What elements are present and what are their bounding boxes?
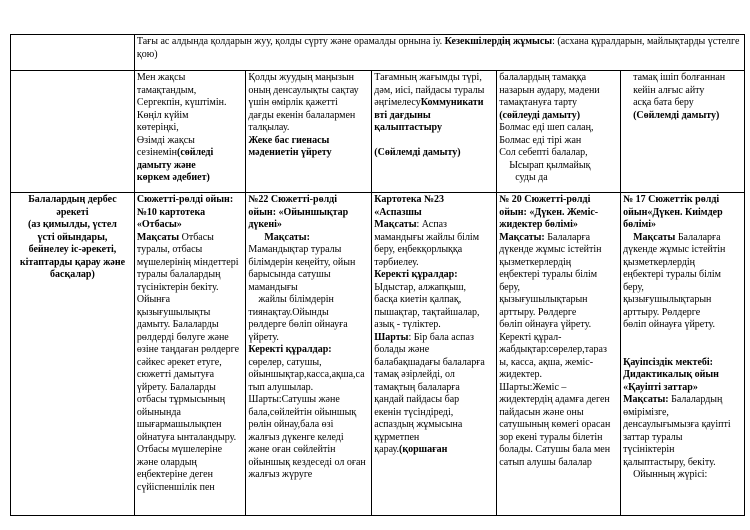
text-line: Балаларға xyxy=(677,231,721,243)
text-line: Балалардың xyxy=(671,394,723,405)
handwashing-text: Тағы ас алдында қолдарын жуу, қолды сүрту және орамалды орнына іу. xyxy=(136,36,443,47)
text-line: ы, касса, ақша, жеміс- xyxy=(499,356,594,368)
text-line: аспаздың жұмысына xyxy=(374,419,463,430)
text-line: тамақ әзірлейді, ол xyxy=(374,369,455,380)
text-line: арттыру. Рөлдерге xyxy=(623,306,701,318)
text-line: тиянақтау.Ойынды xyxy=(248,306,329,318)
text-line: талқылау. xyxy=(248,122,290,133)
text-line: білімдерін кеңейту, ойын xyxy=(248,256,356,268)
text-line: ойынында xyxy=(136,406,181,418)
game-title: «Отбасы» xyxy=(136,219,182,230)
activity-label-line: басқалар) xyxy=(50,269,95,280)
game-title: ойын: «Ойыншықтар xyxy=(248,206,349,218)
text-line: асқа бата беру xyxy=(633,97,694,108)
game-title: Картотека №23 xyxy=(374,194,445,205)
text-line: сүйіспеншілік пен xyxy=(136,481,215,493)
text-line: құрметпен xyxy=(374,431,420,443)
text-line: басқа киетін қалпақ, xyxy=(374,294,462,305)
text-line: өзіне таңдаған рөлдерге xyxy=(136,344,240,355)
game-title: №22 Сюжетті-рөлді xyxy=(248,194,338,205)
bold-text: Жеке бас гиенасы xyxy=(248,134,330,146)
text-line: еңбектері туралы білім xyxy=(623,269,722,280)
activity-label-cell xyxy=(11,193,135,516)
goal-label: Мақсаты xyxy=(374,219,417,230)
goal-label: Мақсаты: xyxy=(499,231,545,243)
goal-label: Мақсаты: xyxy=(264,231,310,243)
bold-text: вті дағдыны xyxy=(374,109,431,121)
text-line: әңгімелесу xyxy=(374,97,421,108)
tools-label: Керекті құралдар: xyxy=(248,344,332,355)
text-line: беру, xyxy=(499,281,520,293)
text-line: жалғыз дүкенге келеді xyxy=(248,431,344,443)
table-row-handwashing xyxy=(11,35,745,71)
game-cell-fruit-shop xyxy=(497,193,621,516)
text-line: зор екені туралы білетін xyxy=(499,431,603,443)
text-line: Шарты:Жеміс – xyxy=(499,381,567,393)
text-line: қызығушылықты xyxy=(136,306,211,318)
text-line: заттар туралы xyxy=(623,431,683,443)
text-line: ойнатуға ынталандыру. xyxy=(136,431,237,443)
poem-line: суды да xyxy=(515,172,548,183)
text-line: : Бір бала аспаз xyxy=(408,331,474,343)
meal-cell-3 xyxy=(372,71,497,193)
text-line: денсаулығымызға қауіпті xyxy=(623,419,731,430)
text-line: Балаларға xyxy=(547,231,591,243)
text-line: пайдасын және оны xyxy=(499,406,584,418)
empty-label-cell xyxy=(11,71,135,193)
activity-label-line: Балалардың дербес xyxy=(28,194,117,205)
text-line: және олардың xyxy=(136,456,197,468)
meal-cell-5 xyxy=(621,71,745,193)
duty-text: : (асхана құралдарын, майлықтарды үстелге қою) xyxy=(136,36,740,60)
duty-label: Кезекшілердің жұмысы xyxy=(444,36,553,47)
text-line: тәрбиелеу. xyxy=(374,256,419,268)
game-title: Сюжетті-рөлді ойын: xyxy=(136,194,234,205)
rule-label: Шарты xyxy=(374,331,409,343)
text-line: рөлін ойнау,бала өзі xyxy=(248,419,334,430)
text-line: еңбектеріне деген xyxy=(136,469,213,480)
game-cell-toy-shop xyxy=(246,193,372,516)
text-line: сатып алушы балалар xyxy=(499,456,592,468)
text-line: екенін түсіндіреді, xyxy=(374,406,454,418)
text-line: мүшелерінің міндеттері xyxy=(136,256,239,268)
game-title: №10 картотека xyxy=(136,206,206,218)
text-line: тамақтануға тарту xyxy=(499,97,578,108)
text-line: отбасы тұрмысының xyxy=(136,394,226,405)
text-line: қызығушылықтарын xyxy=(499,294,588,305)
game-cell-family xyxy=(134,193,245,516)
text-line: мамандығы xyxy=(248,281,298,293)
safety-title: Дидактикалық ойын xyxy=(623,369,719,380)
text-line: балалардың тамаққа xyxy=(499,72,587,83)
text-line: бөліп ойнауға үйрету. xyxy=(499,319,592,330)
text-line: жалғыз жүруге xyxy=(248,469,313,480)
text-line: шығармашылықпен xyxy=(136,419,222,430)
text-line: үшін өмірлік қажетті xyxy=(248,97,338,108)
text-line: Қолды жуудың маңызын xyxy=(248,72,354,83)
text-line: болады. Сатушы бала мен xyxy=(499,444,611,455)
text-line: бала,сөйлейтін ойыншық xyxy=(248,406,357,418)
text-line: өмірімізге, xyxy=(623,406,669,418)
handwashing-note-cell xyxy=(134,35,744,71)
table-row-independent-activity xyxy=(11,193,745,516)
bold-text: (қоршаған xyxy=(399,444,448,455)
bold-text: (Сөйлемді дамыту) xyxy=(374,147,461,158)
goal-label: Мақсаты xyxy=(633,231,676,243)
text-line: туралы, отбасы xyxy=(136,244,203,255)
text-line: туралы балалардың xyxy=(136,269,221,280)
text-line: жабдықтар:сөрелер,тараз xyxy=(499,344,607,355)
text-line: дүкенде жұмыс істейтін xyxy=(499,244,602,255)
poem-line: Сол себепті балалар, xyxy=(499,147,588,158)
text-line: қандай пайдасы бар xyxy=(374,394,460,405)
bold-text: (Сөйлемді дамыту) xyxy=(633,109,720,121)
text-line: болады және xyxy=(374,344,430,355)
poem-line: Болмас еді шеп салаң, xyxy=(499,122,594,133)
text-line: беру, xyxy=(623,281,644,293)
text-line: тамақтың балаларға xyxy=(374,381,460,393)
text-line: көтеріңкі, xyxy=(136,122,179,133)
text-line: балабақшадағы балаларға xyxy=(374,356,485,368)
text-line: тып алушылар. xyxy=(248,381,314,393)
game-cell-cook xyxy=(372,193,497,516)
text-line: рөлдерге бөліп ойнауға xyxy=(248,319,348,330)
text-line: кейін алғыс айту xyxy=(633,84,705,96)
text-line: сюжетті дамытуға xyxy=(136,369,215,380)
text-line: Ойынға xyxy=(136,294,171,305)
text-line: қызметкерлердің xyxy=(499,256,572,268)
text-line: оның денсаулықты сақтау xyxy=(248,84,359,96)
goal-label: Мақсаты: xyxy=(623,394,669,405)
text-line: дамыту. Балаларды xyxy=(136,319,219,330)
game-title: ойын: «Дүкен. Жеміс- xyxy=(499,206,599,218)
text-line: және оған сөйлейтін xyxy=(248,444,336,455)
text-line: жайлы білімдерін xyxy=(258,294,334,305)
text-line: үйрету. Балаларды xyxy=(136,381,216,393)
bold-text: (сөйледі xyxy=(176,147,214,158)
bold-text: (сөйлеуді дамыту) xyxy=(499,109,581,121)
text-line: Мамандықтар туралы xyxy=(248,244,342,255)
text-line: Ыдыстар, алжапқыш, xyxy=(374,281,467,293)
text-line: қызығушылықтарын xyxy=(623,294,712,305)
text-line: азық - түліктер. xyxy=(374,319,441,330)
activity-label-line: кітаптарды қарау және xyxy=(19,256,126,268)
text-line: барысында сатушы xyxy=(248,269,331,280)
activity-label-line: әрекеті xyxy=(56,206,89,218)
text-line: Көңіл күйім xyxy=(136,109,189,121)
tools-label: Керекті құралдар: xyxy=(374,269,458,280)
text-line: дәм, иісі, пайдасы туралы xyxy=(374,84,485,96)
text-line: тамақ ішіп болғаннан xyxy=(633,72,726,83)
daily-plan-table xyxy=(10,34,745,516)
text-line: ойыншық кездеседі ол оған xyxy=(248,456,366,468)
text-line: пышақтар, тақтайшалар, xyxy=(374,306,480,318)
text-line: сөрелер, сатушы, xyxy=(248,356,322,368)
game-cell-clothes-shop xyxy=(621,193,745,516)
text-line: Отбасы мүшелеріне xyxy=(136,444,223,455)
text-line: Отбасы xyxy=(181,231,214,243)
text-line: дүкенде жұмыс істейтін xyxy=(623,244,726,255)
text-line: Керекті құрал- xyxy=(499,331,562,343)
safety-title: Қауіпсіздік мектебі: xyxy=(623,356,713,368)
plan-page xyxy=(10,34,745,530)
text-line: сезінемін xyxy=(136,147,177,158)
poem-line: Болмас еді тірі жан xyxy=(499,134,582,146)
text-line: беру, еңбекқорлыққа xyxy=(374,244,463,255)
text-line: : Аспаз xyxy=(416,219,447,230)
bold-text: қалыптастыру xyxy=(374,122,442,133)
bold-text: дамыту және xyxy=(136,159,196,171)
meal-cell-1 xyxy=(134,71,245,193)
text-line: үйрету. xyxy=(248,331,279,343)
table-row-meal-talk xyxy=(11,71,745,193)
text-line: түсініктерін бекіту. xyxy=(136,281,219,293)
game-title: жидектер бөлімі» xyxy=(499,219,578,230)
text-line: қарау. xyxy=(374,444,400,455)
text-line: дағды екенін балалармен xyxy=(248,109,356,121)
meal-cell-2 xyxy=(246,71,372,193)
game-title: «Аспазшы xyxy=(374,206,422,218)
bold-text: көркем әдебиет) xyxy=(136,172,210,183)
text-line: Өзімді жақсы xyxy=(136,134,195,146)
text-line: жидектердің адамға деген xyxy=(499,394,610,405)
activity-label-line: үсті ойындары, xyxy=(37,231,108,243)
goal-label: Мақсаты xyxy=(136,231,180,243)
activity-label-line: (аз қимылды, үстел xyxy=(28,219,117,230)
text-line: Тағамның жағымды түрі, xyxy=(374,72,482,83)
game-title: дүкені» xyxy=(248,219,282,230)
text-line: сатушының көмегі орасан xyxy=(499,419,611,430)
text-line: қызметкерлердің xyxy=(623,256,696,268)
empty-label-cell xyxy=(11,35,135,71)
poem-line: Ысырап қылмайық xyxy=(509,159,591,171)
bold-text: Коммуникати xyxy=(420,97,484,108)
text-line: жидектер. xyxy=(499,369,543,380)
text-line: бөліп ойнауға үйрету. xyxy=(623,319,715,330)
text-line: рөлдерді бөлуге және xyxy=(136,331,229,343)
text-line: Мен жақсы xyxy=(136,72,186,83)
text-line: Шарты:Сатушы және xyxy=(248,394,340,405)
text-line: арттыру. Рөлдерге xyxy=(499,306,577,318)
safety-title: «Қауіпті заттар» xyxy=(623,381,698,393)
bold-text: мәдениетін үйрету xyxy=(248,147,332,158)
text-line: тамақтандым, xyxy=(136,84,197,96)
text-line: Ойынның жүрісі: xyxy=(633,469,708,480)
text-line: сәйкес әрекет етуге, xyxy=(136,356,222,368)
meal-cell-4 xyxy=(497,71,621,193)
text-line: мамандығы жайлы білім xyxy=(374,231,480,243)
text-line: қалыптастыру, бекіту. xyxy=(623,456,716,468)
text-line: ойыншықтар,касса,ақша,са xyxy=(248,369,365,380)
game-title: ойын«Дүкен. Киімдер xyxy=(623,206,723,218)
activity-label-line: бейнелеу іс-әрекеті, xyxy=(28,244,117,255)
text-line: Сергекпін, күштімін. xyxy=(136,97,227,108)
game-title: № 20 Сюжетті-рөлді xyxy=(499,194,591,205)
text-line: еңбектері туралы білім xyxy=(499,269,598,280)
text-line: түсініктерін xyxy=(623,444,675,455)
game-title: № 17 Сюжеттік рөлді xyxy=(623,194,720,205)
text-line: назарын аудару, мәдени xyxy=(499,84,600,96)
game-title: бөлімі» xyxy=(623,219,657,230)
